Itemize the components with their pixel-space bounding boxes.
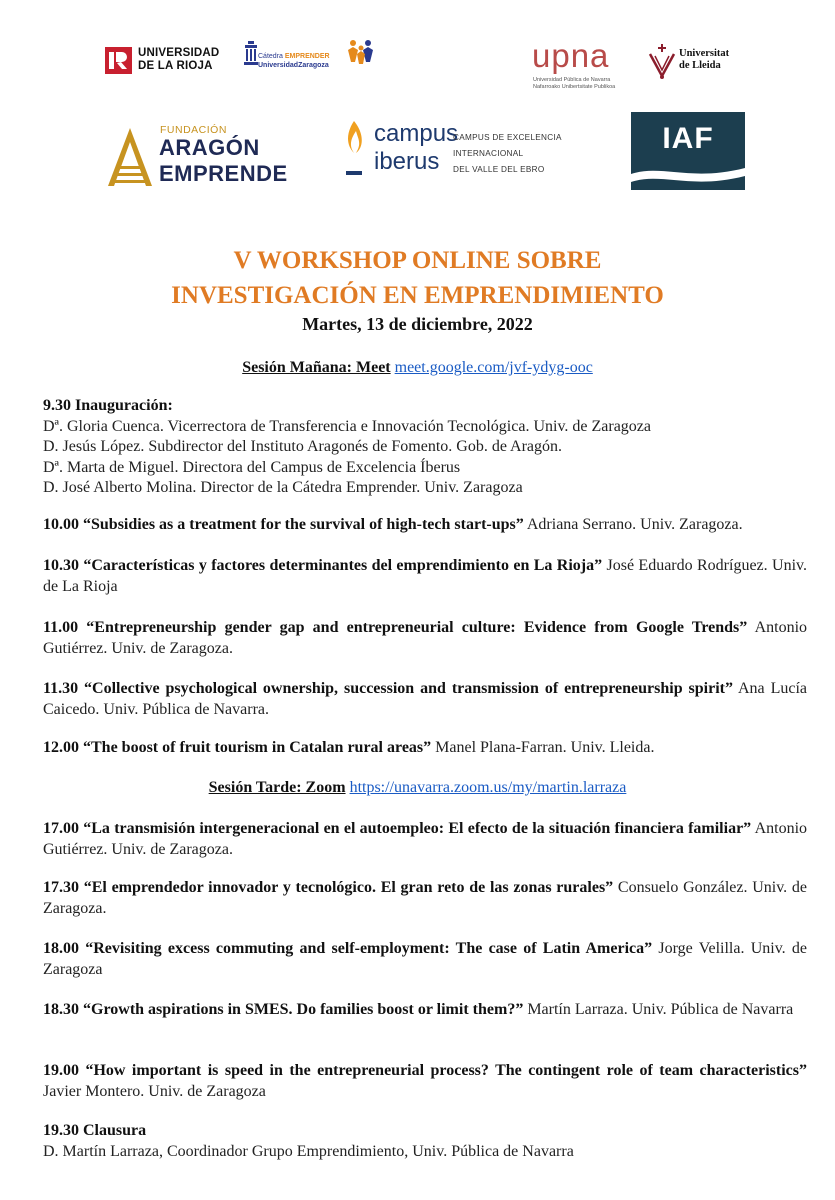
workshop-date: Martes, 13 de diciembre, 2022	[302, 314, 533, 334]
upna-subtitle: Universidad Pública de Navarra Nafarroako Unibertsitate Publikoa	[533, 77, 616, 90]
universitat-lleida-emblem-icon	[648, 44, 676, 85]
talk-title: 17.30 “El emprendedor innovador y tecnológico. El gran reto de las zonas rurales”	[43, 879, 614, 896]
session-morning-label: Sesión Mañana: Meet	[242, 359, 391, 376]
closing-line: D. Martín Larraza, Coordinador Grupo Emprendimiento, Univ. Pública de Navarra	[43, 1142, 574, 1160]
talk-title: 18.30 “Growth aspirations in SMES. Do families boost or limit them?”	[43, 1001, 524, 1018]
talk-item	[43, 878, 807, 919]
universitat-lleida-logo: Universitat de Lleida	[679, 48, 730, 71]
iberus-label: iberus	[374, 148, 440, 175]
talk-speaker: Antonio Gutiérrez. Univ. de Zaragoza.	[43, 820, 808, 858]
session-afternoon-label: Sesión Tarde: Zoom	[208, 779, 346, 796]
talk-speaker: Jorge Velilla. Univ. de Zaragoza	[43, 940, 808, 978]
people-figures-icon	[346, 38, 376, 71]
talk-speaker: Ana Lucía Caicedo. Univ. Pública de Navarra.	[43, 680, 807, 718]
campus-description: CAMPUS DE EXCELENCIA INTERNACIONAL DEL VALLE DEL EBRO	[453, 133, 562, 174]
aragon-emprende-a-icon	[106, 126, 154, 193]
inauguration-line: Dª. Marta de Miguel. Directora del Campus de Excelencia Íberus	[43, 458, 461, 476]
talk-item	[43, 939, 807, 980]
talk-title: 10.00 “Subsidies as a treatment for the survival of high-tech start-ups”	[43, 516, 524, 533]
inauguration-heading: 9.30 Inauguración:	[43, 397, 173, 414]
talk-item	[43, 738, 807, 759]
workshop-title-line1: V WORKSHOP ONLINE SOBRE	[233, 247, 602, 274]
aragon-label: ARAGÓN	[159, 135, 260, 160]
catedra-emprender-logo: Cátedra EMPRENDER UniversidadZaragoza	[258, 53, 330, 69]
inauguration-block	[43, 396, 807, 499]
universidad-rioja-logo: UNIVERSIDAD DE LA RIOJA	[138, 47, 220, 72]
talk-item	[43, 1000, 807, 1021]
talk-speaker: Consuelo González. Univ. de Zaragoza.	[43, 879, 807, 917]
inauguration-line: Dª. Gloria Cuenca. Vicerrectora de Transferencia e Innovación Tecnológica. Univ. de Zaragoza	[43, 417, 652, 435]
closing-heading: 19.30 Clausura	[43, 1122, 147, 1139]
iaf-logo	[631, 112, 745, 190]
talk-item	[43, 618, 807, 659]
talk-item	[43, 679, 807, 720]
talk-speaker: Javier Montero. Univ. de Zaragoza	[43, 1082, 266, 1100]
campus-label: campus	[374, 120, 459, 147]
inauguration-line: D. Jesús López. Subdirector del Instituto Aragonés de Fomento. Gob. de Aragón.	[43, 438, 563, 455]
talk-item	[43, 556, 807, 597]
talk-title: 10.30 “Características y factores determinantes del emprendimiento en La Rioja”	[43, 557, 603, 574]
fundacion-label: FUNDACIÓN	[160, 124, 227, 136]
session-morning	[0, 358, 835, 378]
talk-title: 19.00 “How important is speed in the entrepreneurial process? The contingent role of team characteristics”	[43, 1062, 807, 1079]
catedra-building-icon	[244, 41, 258, 76]
talk-title: 11.00 “Entrepreneurship gender gap and entrepreneurial culture: Evidence from Google Trends”	[43, 619, 748, 636]
talk-item	[43, 515, 807, 536]
session-afternoon	[0, 778, 835, 798]
talk-item	[43, 819, 807, 860]
campus-iberus-flame-icon	[342, 119, 366, 184]
closing-block	[43, 1121, 807, 1162]
workshop-title-line2: INVESTIGACIÓN EN EMPRENDIMIENTO	[171, 282, 664, 309]
talk-speaker: Adriana Serrano. Univ. Zaragoza.	[523, 516, 743, 533]
zoom-link[interactable]: https://unavarra.zoom.us/my/martin.larraza	[349, 779, 627, 796]
emprende-label: EMPRENDE	[159, 161, 288, 186]
iaf-label: IAF	[662, 122, 714, 155]
talk-title: 18.00 “Revisiting excess commuting and self-employment: The case of Latin America”	[43, 940, 653, 957]
talk-item	[43, 1061, 807, 1102]
meet-link[interactable]: meet.google.com/jvf-ydyg-ooc	[394, 359, 593, 376]
talk-title: 12.00 “The boost of fruit tourism in Catalan rural areas”	[43, 739, 432, 756]
iaf-wave-icon	[631, 160, 745, 190]
upna-logo: upna	[532, 37, 610, 74]
talk-speaker: José Eduardo Rodríguez. Univ. de La Rioja	[43, 557, 807, 595]
talk-speaker: Manel Plana-Farran. Univ. Lleida.	[431, 739, 655, 756]
talk-speaker: Antonio Gutiérrez. Univ. de Zaragoza.	[43, 619, 808, 657]
talk-title: 11.30 “Collective psychological ownership, succession and transmission of entrepreneurship spirit”	[43, 680, 733, 697]
universidad-rioja-emblem-icon	[105, 47, 132, 74]
inauguration-line: D. José Alberto Molina. Director de la Cátedra Emprender. Univ. Zaragoza	[43, 479, 523, 496]
talk-speaker: Martín Larraza. Univ. Pública de Navarra	[523, 1001, 794, 1018]
talk-title: 17.00 “La transmisión intergeneracional en el autoempleo: El efecto de la situación financiera familiar”	[43, 820, 752, 837]
